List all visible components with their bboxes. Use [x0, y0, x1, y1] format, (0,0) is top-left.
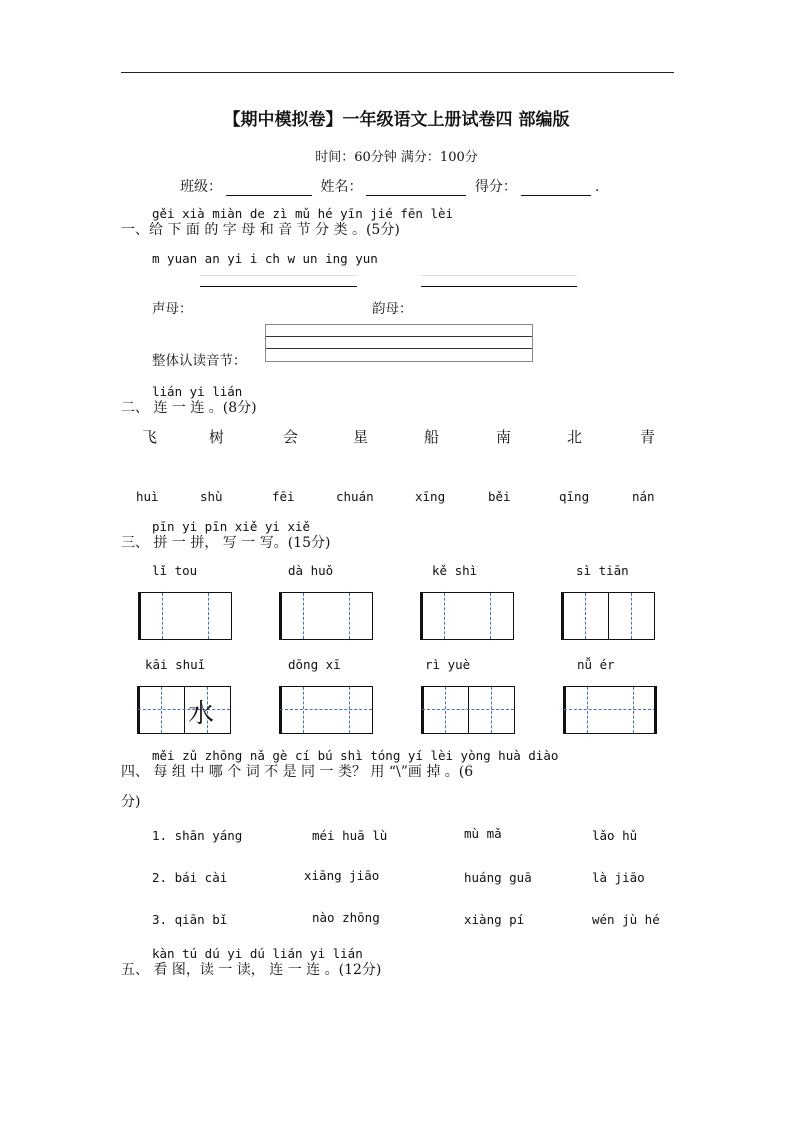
- word-pinyin: kě shì: [432, 563, 478, 578]
- char-6[interactable]: 南: [496, 428, 512, 446]
- word-option[interactable]: mù mǎ: [464, 826, 502, 841]
- char-1[interactable]: 飞: [142, 428, 158, 446]
- writing-grid[interactable]: [421, 686, 515, 734]
- writing-grid[interactable]: [279, 686, 373, 734]
- pinyin-3[interactable]: fēi: [272, 489, 295, 504]
- end-dot: .: [594, 179, 600, 195]
- word-option[interactable]: lǎo hǔ: [592, 828, 638, 843]
- char-5[interactable]: 船: [424, 428, 440, 446]
- s1-letters: m yuan an yi i ch w un ing yun: [152, 251, 378, 266]
- word-option[interactable]: 3. qiān bǐ: [152, 912, 228, 927]
- exam-meta: 时间：60分钟 满分：100分: [315, 150, 478, 165]
- top-rule: [121, 72, 674, 73]
- word-pinyin: rì yuè: [425, 657, 471, 672]
- answer-line-faint: [200, 275, 357, 276]
- s4-heading: 四、 每 组 中 哪 个 词 不 是 同 一 类？ 用 “\”画 掉 。(6: [121, 764, 474, 780]
- char-2[interactable]: 树: [209, 428, 225, 446]
- sample-character: 水: [188, 699, 215, 729]
- yunmu-label: 韵母：: [372, 301, 413, 317]
- word-option[interactable]: xiāng jiāo: [304, 868, 380, 883]
- s3-pinyin: pīn yi pīn xiě yi xiě: [152, 519, 311, 534]
- word-pinyin: kāi shuǐ: [145, 657, 206, 672]
- s1-pinyin: gěi xià miàn de zì mǔ hé yīn jié fēn lèi: [152, 206, 454, 221]
- word-option[interactable]: 2. bái cài: [152, 870, 228, 885]
- word-option[interactable]: huáng guā: [464, 870, 532, 885]
- name-label: 姓名：: [320, 179, 363, 195]
- word-pinyin: dà huǒ: [288, 563, 334, 578]
- writing-grid[interactable]: [561, 592, 655, 640]
- writing-grid-sample[interactable]: [137, 686, 231, 734]
- zhengti-label: 整体认读音节：: [152, 353, 247, 369]
- class-label: 班级：: [180, 179, 222, 195]
- word-option[interactable]: xiàng pí: [464, 912, 525, 927]
- char-3[interactable]: 会: [283, 428, 299, 446]
- score-field[interactable]: [521, 181, 591, 196]
- yunmu-answer-line[interactable]: [421, 286, 577, 287]
- char-8[interactable]: 青: [640, 428, 656, 446]
- pinyin-2[interactable]: shù: [200, 489, 223, 504]
- word-pinyin: dōng xī: [288, 657, 341, 672]
- s3-heading: 三、 拼 一 拼， 写 一 写。(15分): [121, 535, 331, 551]
- word-option[interactable]: 1. shān yáng: [152, 828, 243, 843]
- pinyin-1[interactable]: huì: [136, 489, 159, 504]
- info-row: [180, 176, 599, 196]
- word-pinyin: sì tiān: [576, 563, 629, 578]
- char-4[interactable]: 星: [353, 428, 369, 446]
- pinyin-4[interactable]: chuán: [336, 489, 374, 504]
- word-pinyin: nǚ ér: [577, 657, 615, 672]
- page-title: 【期中模拟卷】一年级语文上册试卷四 部编版: [223, 110, 570, 130]
- char-7[interactable]: 北: [567, 428, 583, 446]
- writing-grid[interactable]: [563, 686, 657, 734]
- class-field[interactable]: [226, 181, 312, 196]
- s2-pinyin: lián yi lián: [152, 384, 243, 399]
- word-option[interactable]: wén jù hé: [592, 912, 660, 927]
- word-option[interactable]: méi huā lù: [312, 828, 388, 843]
- score-label: 得分：: [474, 179, 517, 195]
- word-option[interactable]: là jiāo: [592, 870, 645, 885]
- name-field[interactable]: [366, 181, 466, 196]
- word-pinyin: lǐ tou: [152, 563, 198, 578]
- writing-grid[interactable]: [420, 592, 514, 640]
- writing-grid[interactable]: [138, 592, 232, 640]
- s2-heading: 二、 连 一 连 。(8分): [121, 400, 257, 416]
- s5-pinyin: kàn tú dú yi dú lián yi lián: [152, 946, 363, 961]
- pinyin-7[interactable]: qīng: [559, 489, 590, 504]
- shengmu-label: 声母：: [152, 301, 193, 317]
- s4-heading-cont: 分): [121, 794, 141, 810]
- pinyin-8[interactable]: nán: [632, 489, 655, 504]
- s1-heading: 一、给 下 面 的 字 母 和 音 节 分 类 。(5分): [121, 222, 400, 238]
- writing-grid[interactable]: [279, 592, 373, 640]
- shengmu-answer-line[interactable]: [200, 286, 357, 287]
- word-option[interactable]: nào zhōng: [312, 910, 380, 925]
- pinyin-6[interactable]: běi: [488, 489, 511, 504]
- answer-line-faint: [421, 275, 577, 276]
- pinyin-5[interactable]: xīng: [415, 489, 446, 504]
- s5-heading: 五、 看 图，读 一 读， 连 一 连 。(12分): [121, 962, 382, 978]
- zhengti-answer-box[interactable]: [265, 324, 533, 362]
- s4-pinyin: měi zǔ zhōng nǎ gè cí bú shì tóng yí lèi yòng huà diào: [152, 748, 559, 763]
